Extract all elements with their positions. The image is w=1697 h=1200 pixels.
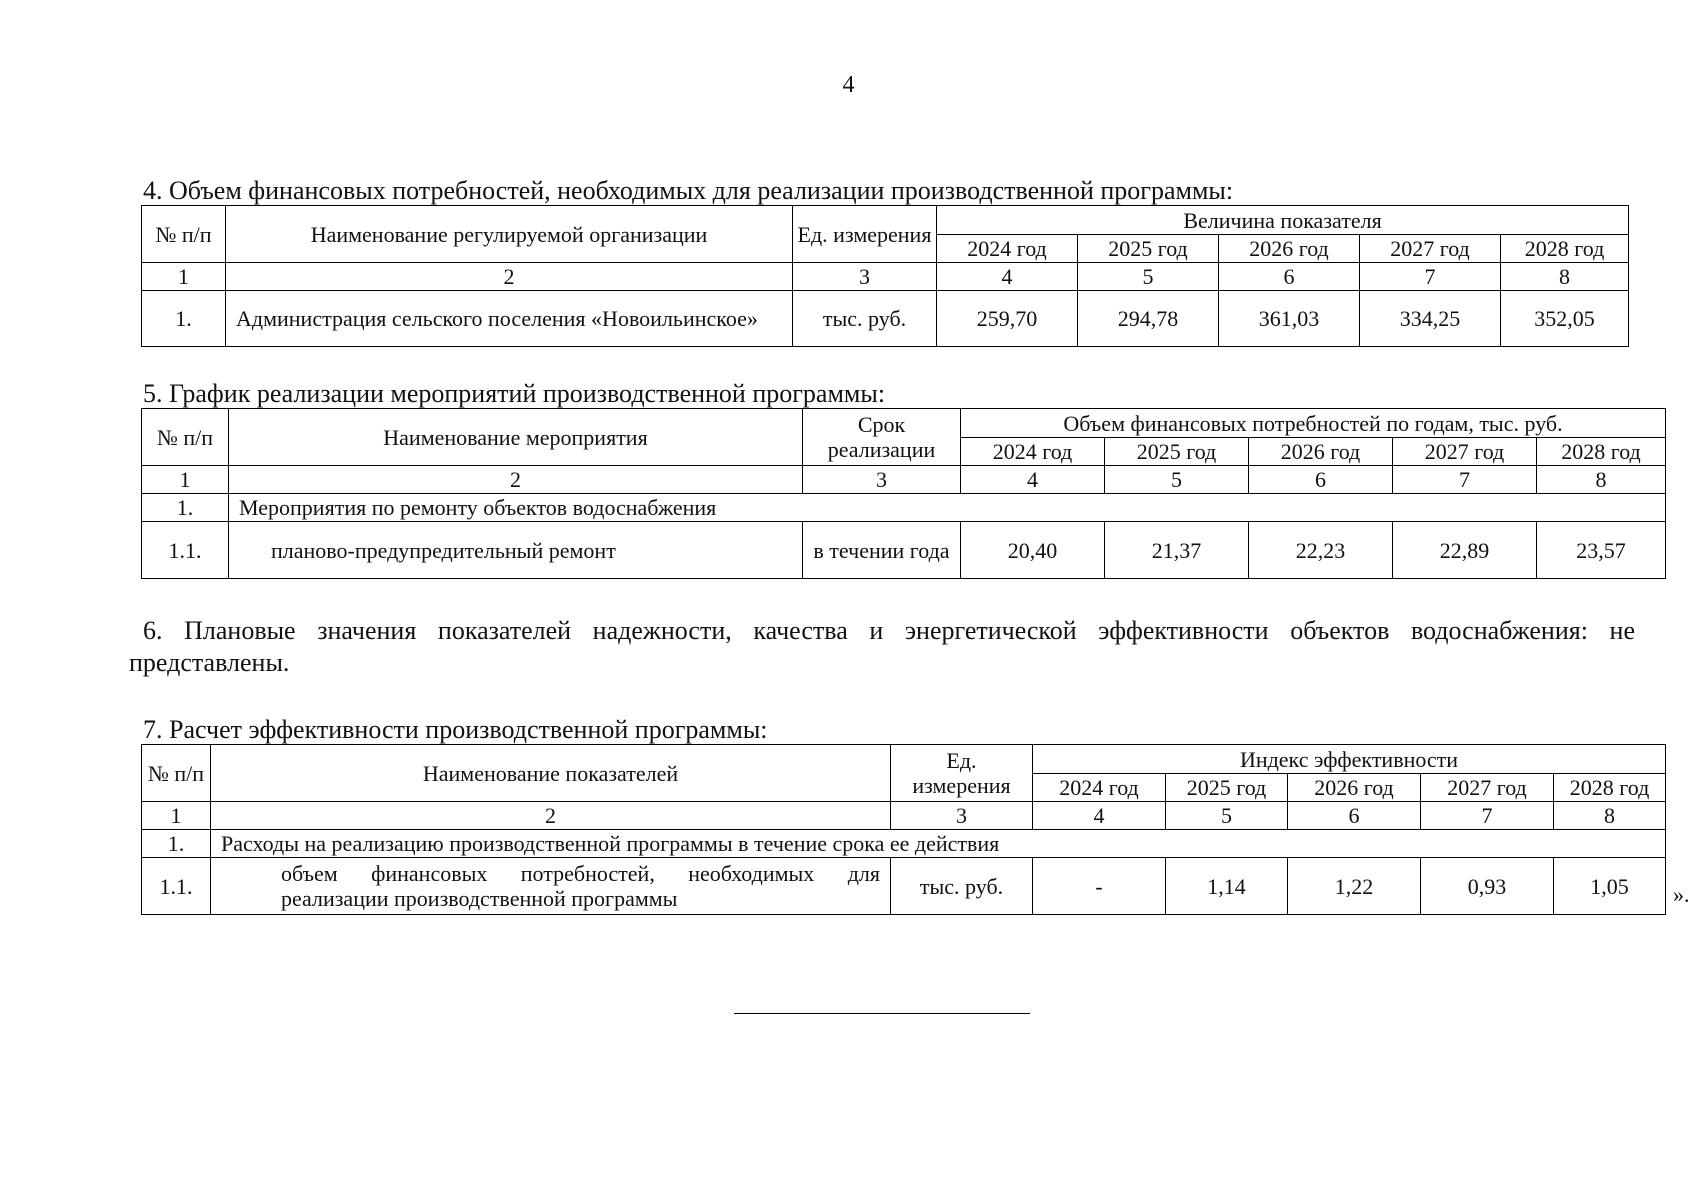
header-financial-needs-by-year: Объем финансовых потребностей по годам, тыс. руб. bbox=[961, 409, 1666, 438]
value-cell: 294,78 bbox=[1078, 291, 1219, 347]
header-indicator-name: Наименование показателей bbox=[211, 745, 891, 802]
header-year: 2026 год bbox=[1249, 438, 1393, 466]
table-row bbox=[142, 291, 1629, 347]
table-row bbox=[142, 858, 1666, 915]
header-year: 2028 год bbox=[1537, 438, 1666, 466]
column-number: 2 bbox=[211, 802, 891, 830]
column-number: 5 bbox=[1078, 263, 1219, 291]
row-num: 1.1. bbox=[142, 858, 211, 915]
value-cell: 1,05 bbox=[1554, 858, 1666, 915]
column-number: 5 bbox=[1105, 466, 1249, 494]
header-unit: Ед. измерения bbox=[891, 745, 1033, 802]
value-cell: 334,25 bbox=[1360, 291, 1501, 347]
column-number-row bbox=[142, 802, 1666, 830]
header-term: Срок реализации bbox=[803, 409, 961, 466]
header-year: 2025 год bbox=[1078, 235, 1219, 263]
column-number: 5 bbox=[1166, 802, 1288, 830]
header-year: 2025 год bbox=[1105, 438, 1249, 466]
value-cell: 23,57 bbox=[1537, 522, 1666, 579]
value-cell: 20,40 bbox=[961, 522, 1105, 579]
column-number: 1 bbox=[142, 466, 229, 494]
row-num: 1. bbox=[142, 291, 226, 347]
row-term: в течении года bbox=[803, 522, 961, 579]
header-year: 2027 год bbox=[1393, 438, 1537, 466]
column-number: 3 bbox=[891, 802, 1033, 830]
row-num: 1.1. bbox=[142, 522, 229, 579]
value-cell: - bbox=[1033, 858, 1166, 915]
header-indicator-value: Величина показателя bbox=[937, 206, 1629, 235]
header-num: № п/п bbox=[142, 409, 229, 466]
header-year: 2026 год bbox=[1288, 774, 1421, 802]
column-number: 3 bbox=[803, 466, 961, 494]
header-measure-name: Наименование мероприятия bbox=[229, 409, 803, 466]
value-cell: 1,22 bbox=[1288, 858, 1421, 915]
header-num: № п/п bbox=[142, 745, 211, 802]
header-year: 2027 год bbox=[1360, 235, 1501, 263]
efficiency-calculation-table bbox=[141, 744, 1666, 915]
column-number-row bbox=[142, 466, 1666, 494]
column-number: 4 bbox=[961, 466, 1105, 494]
row-unit: тыс. руб. bbox=[793, 291, 937, 347]
column-number: 6 bbox=[1288, 802, 1421, 830]
indicator-name: объем финансовых потребностей, необходимых для реализации производственной программы bbox=[211, 858, 891, 915]
column-number: 2 bbox=[226, 263, 793, 291]
column-number: 4 bbox=[937, 263, 1078, 291]
group-row-title: Расходы на реализацию производственной программы в течение срока ее действия bbox=[211, 830, 1666, 858]
header-organization-name: Наименование регулируемой организации bbox=[226, 206, 793, 263]
group-row bbox=[142, 830, 1666, 858]
header-year: 2028 год bbox=[1554, 774, 1666, 802]
column-number: 8 bbox=[1554, 802, 1666, 830]
value-cell: 361,03 bbox=[1219, 291, 1360, 347]
header-unit: Ед. измерения bbox=[793, 206, 937, 263]
column-number: 6 bbox=[1249, 466, 1393, 494]
section-4-heading: 4. Объем финансовых потребностей, необходимых для реализации производственной программы: bbox=[143, 176, 1234, 205]
section-7-heading: 7. Расчет эффективности производственной программы: bbox=[143, 715, 768, 744]
column-number-row bbox=[142, 263, 1629, 291]
header-year: 2024 год bbox=[937, 235, 1078, 263]
table-row bbox=[142, 522, 1666, 579]
column-number: 8 bbox=[1501, 263, 1629, 291]
column-number: 3 bbox=[793, 263, 937, 291]
row-num: 1. bbox=[142, 830, 211, 858]
value-cell: 21,37 bbox=[1105, 522, 1249, 579]
value-cell: 22,89 bbox=[1393, 522, 1537, 579]
column-number: 7 bbox=[1393, 466, 1537, 494]
closing-separator-line bbox=[734, 1013, 1030, 1014]
header-year: 2027 год bbox=[1421, 774, 1554, 802]
value-cell: 1,14 bbox=[1166, 858, 1288, 915]
header-year: 2025 год bbox=[1166, 774, 1288, 802]
section-5-heading: 5. График реализации мероприятий производственной программы: bbox=[143, 379, 886, 408]
column-number: 1 bbox=[142, 802, 211, 830]
row-num: 1. bbox=[142, 494, 229, 522]
header-year: 2028 год bbox=[1501, 235, 1629, 263]
column-number: 4 bbox=[1033, 802, 1166, 830]
column-number: 8 bbox=[1537, 466, 1666, 494]
column-number: 6 bbox=[1219, 263, 1360, 291]
header-year: 2026 год bbox=[1219, 235, 1360, 263]
column-number: 7 bbox=[1360, 263, 1501, 291]
column-number: 7 bbox=[1421, 802, 1554, 830]
value-cell: 352,05 bbox=[1501, 291, 1629, 347]
financial-needs-table bbox=[141, 205, 1629, 347]
closing-quote-mark: ». bbox=[1673, 882, 1690, 907]
value-cell: 259,70 bbox=[937, 291, 1078, 347]
measure-name: планово-предупредительный ремонт bbox=[229, 522, 803, 579]
organization-name: Администрация сельского поселения «Новоильинское» bbox=[226, 291, 793, 347]
measures-schedule-table bbox=[141, 408, 1666, 579]
header-year: 2024 год bbox=[1033, 774, 1166, 802]
group-row-title: Мероприятия по ремонту объектов водоснабжения bbox=[229, 494, 1666, 522]
group-row bbox=[142, 494, 1666, 522]
column-number: 2 bbox=[229, 466, 803, 494]
header-year: 2024 год bbox=[961, 438, 1105, 466]
column-number: 1 bbox=[142, 263, 226, 291]
value-cell: 22,23 bbox=[1249, 522, 1393, 579]
header-num: № п/п bbox=[142, 206, 226, 263]
section-6-paragraph: 6. Плановые значения показателей надежности, качества и энергетической эффективности объектов водоснабжения: не представлены. bbox=[129, 616, 1635, 677]
row-unit: тыс. руб. bbox=[891, 858, 1033, 915]
page-number: 4 bbox=[842, 72, 855, 98]
value-cell: 0,93 bbox=[1421, 858, 1554, 915]
header-efficiency-index: Индекс эффективности bbox=[1033, 745, 1666, 774]
